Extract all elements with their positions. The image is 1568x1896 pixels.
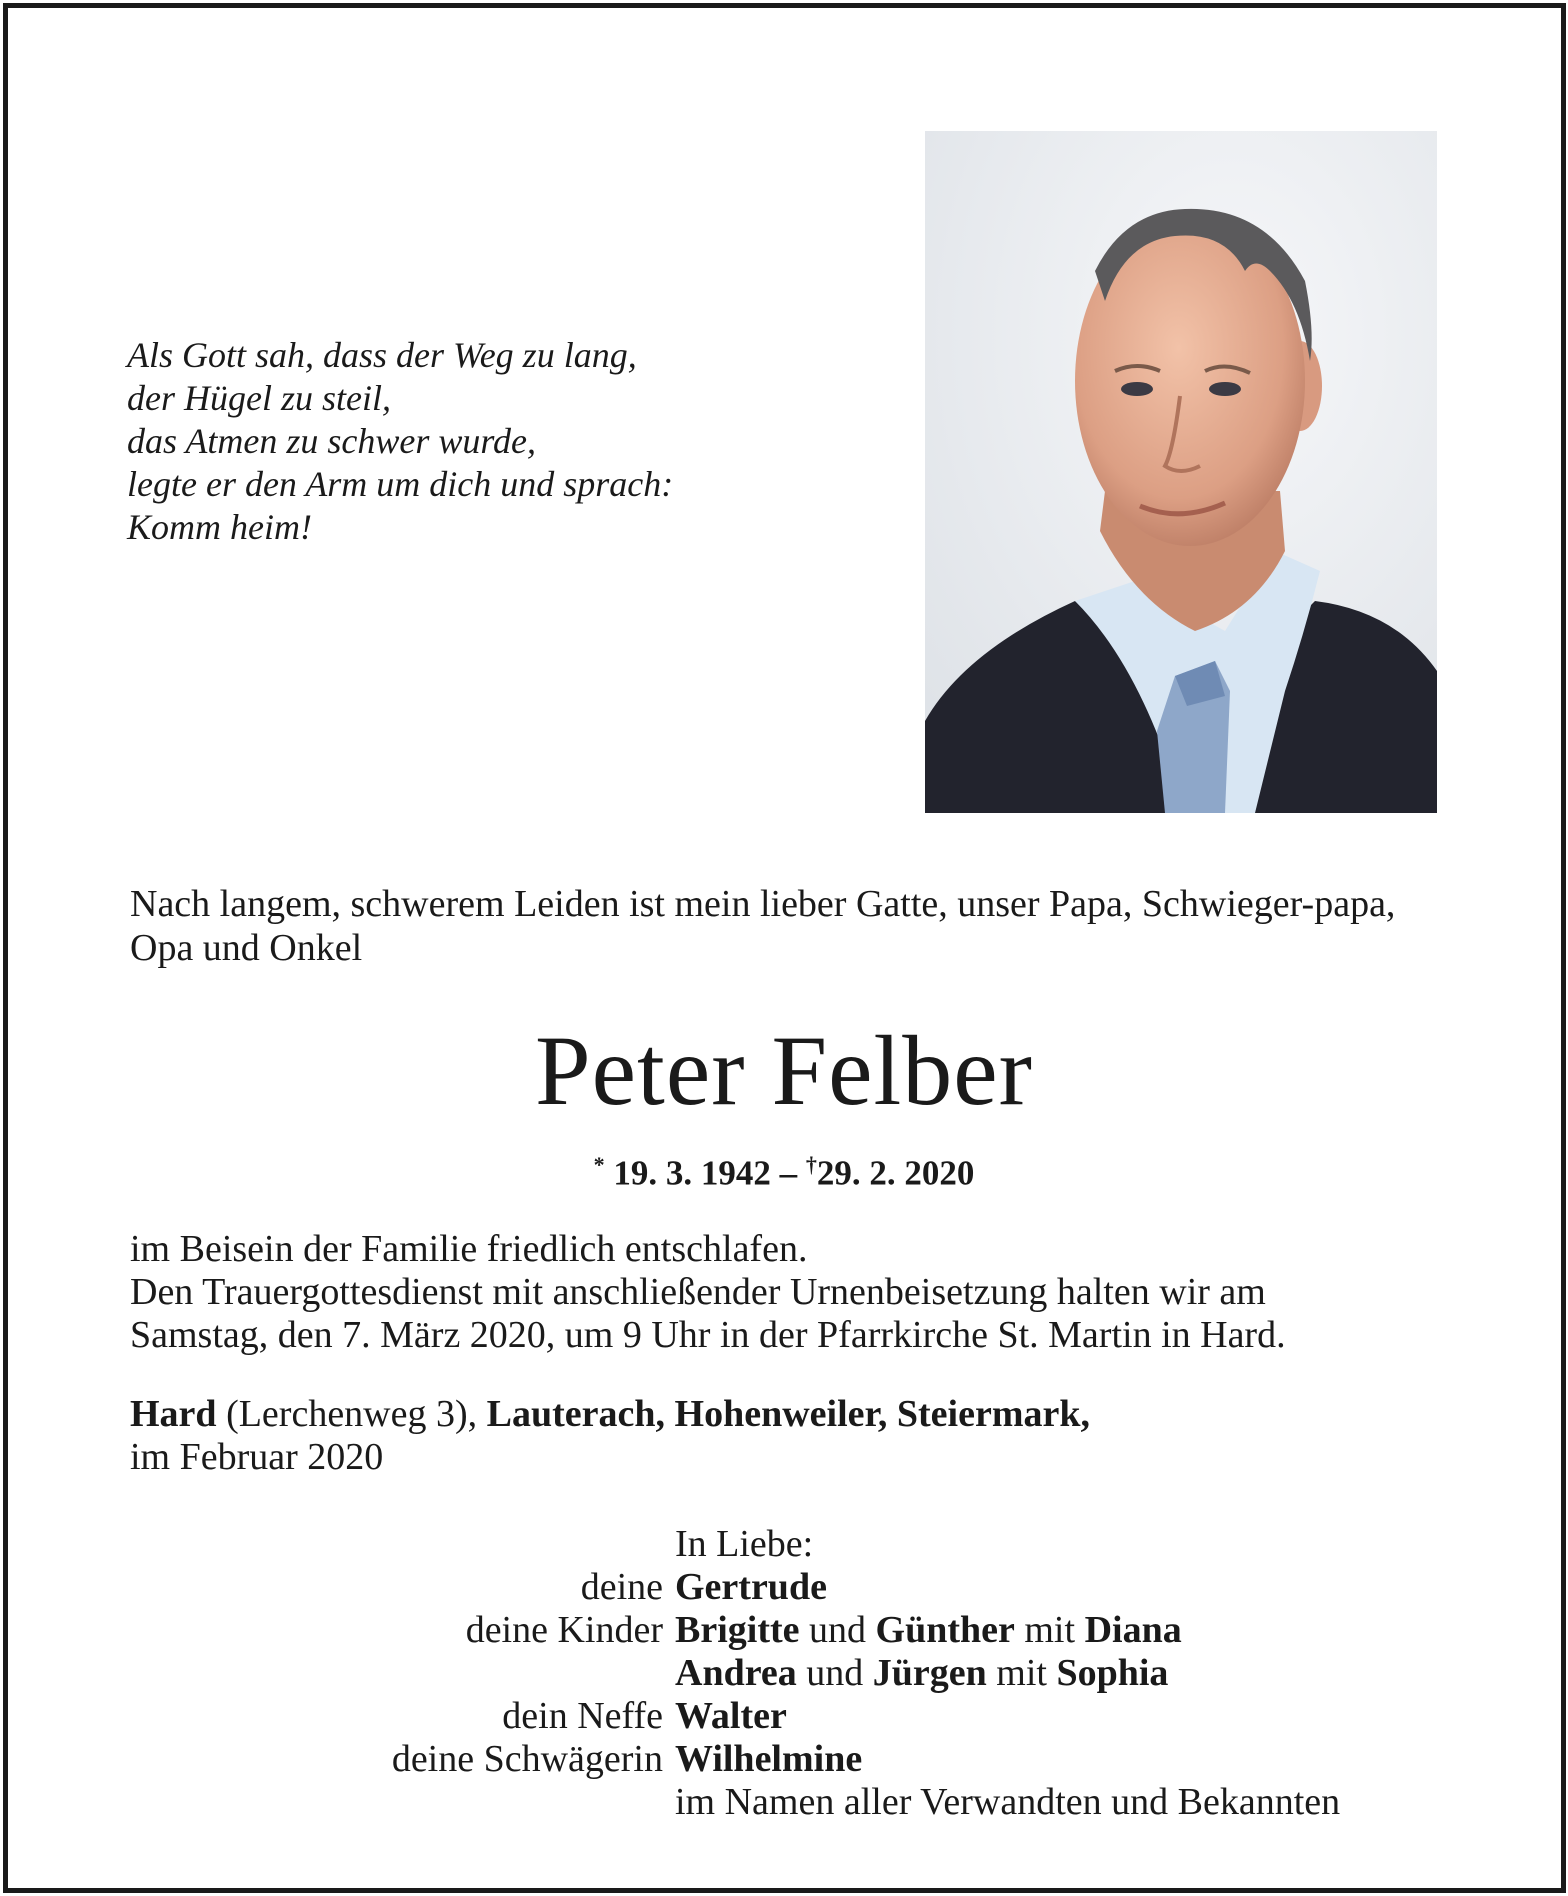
poem-line: Als Gott sah, dass der Weg zu lang, bbox=[127, 335, 637, 375]
signoff-heading: In Liebe: bbox=[675, 1523, 814, 1565]
date-dash: – bbox=[779, 1153, 798, 1193]
mourner-name: Sophia bbox=[1056, 1652, 1169, 1694]
mourner-name: Andrea bbox=[675, 1652, 797, 1694]
place-and-date bbox=[130, 1393, 1090, 1479]
place-others: Lauterach, Hohenweiler, Steiermark, bbox=[486, 1393, 1090, 1435]
poem-line: der Hügel zu steil, bbox=[127, 378, 391, 418]
death-date: 29. 2. 2020 bbox=[816, 1153, 975, 1193]
poem bbox=[127, 334, 673, 549]
mourner-label: deine Kinder bbox=[465, 1609, 663, 1651]
mourner-name: Diana bbox=[1084, 1609, 1182, 1651]
mourner-label: deine bbox=[580, 1566, 663, 1608]
body-line: im Beisein der Familie friedlich entschlafen. bbox=[130, 1228, 808, 1270]
mourner-row bbox=[0, 1695, 1568, 1738]
birth-mark: * bbox=[593, 1152, 605, 1177]
mourner-name: Walter bbox=[675, 1695, 787, 1737]
mourners-list bbox=[0, 1523, 1568, 1824]
mourner-row bbox=[0, 1609, 1568, 1652]
poem-line: Komm heim! bbox=[127, 507, 312, 547]
body-line: Samstag, den 7. März 2020, um 9 Uhr in der Pfarrkirche St. Martin in Hard. bbox=[130, 1314, 1286, 1356]
mourner-name: Brigitte bbox=[675, 1609, 800, 1651]
life-dates bbox=[0, 1143, 1568, 1196]
mourner-name: Wilhelmine bbox=[675, 1738, 863, 1780]
mourner-row bbox=[0, 1652, 1568, 1695]
connector-text: mit bbox=[996, 1652, 1047, 1694]
mourner-row bbox=[0, 1738, 1568, 1781]
mourner-label: deine Schwägerin bbox=[391, 1738, 663, 1780]
mourner-name: Günther bbox=[875, 1609, 1015, 1651]
mourner-label: dein Neffe bbox=[502, 1695, 663, 1737]
deceased-name: Peter Felber bbox=[535, 1015, 1033, 1126]
place-date: im Februar 2020 bbox=[130, 1436, 384, 1478]
portrait-illustration bbox=[925, 131, 1437, 813]
connector-text: mit bbox=[1024, 1609, 1076, 1651]
birth-date: 19. 3. 1942 bbox=[613, 1153, 771, 1193]
connector-text: und bbox=[809, 1609, 867, 1651]
intro-text: Nach langem, schwerem Leiden ist mein lieber Gatte, unser Papa, Schwieger-papa, Opa und Onkel bbox=[130, 883, 1396, 969]
mourner-row bbox=[0, 1566, 1568, 1609]
connector-text: und bbox=[806, 1652, 864, 1694]
mourner-name: Gertrude bbox=[675, 1566, 827, 1608]
signoff-closing: im Namen aller Verwandten und Bekannten bbox=[675, 1781, 1341, 1823]
portrait-photo bbox=[925, 131, 1437, 813]
mourner-name: Jürgen bbox=[872, 1652, 987, 1694]
place-town: Hard bbox=[130, 1393, 217, 1435]
death-mark: † bbox=[805, 1152, 817, 1177]
service-announcement bbox=[130, 1228, 1286, 1357]
poem-line: legte er den Arm um dich und sprach: bbox=[127, 464, 674, 504]
body-line: Den Trauergottesdienst mit anschließender Urnenbeisetzung halten wir am bbox=[130, 1271, 1266, 1313]
place-address: (Lerchenweg 3), bbox=[226, 1393, 478, 1435]
poem-line: das Atmen zu schwer wurde, bbox=[127, 421, 536, 461]
